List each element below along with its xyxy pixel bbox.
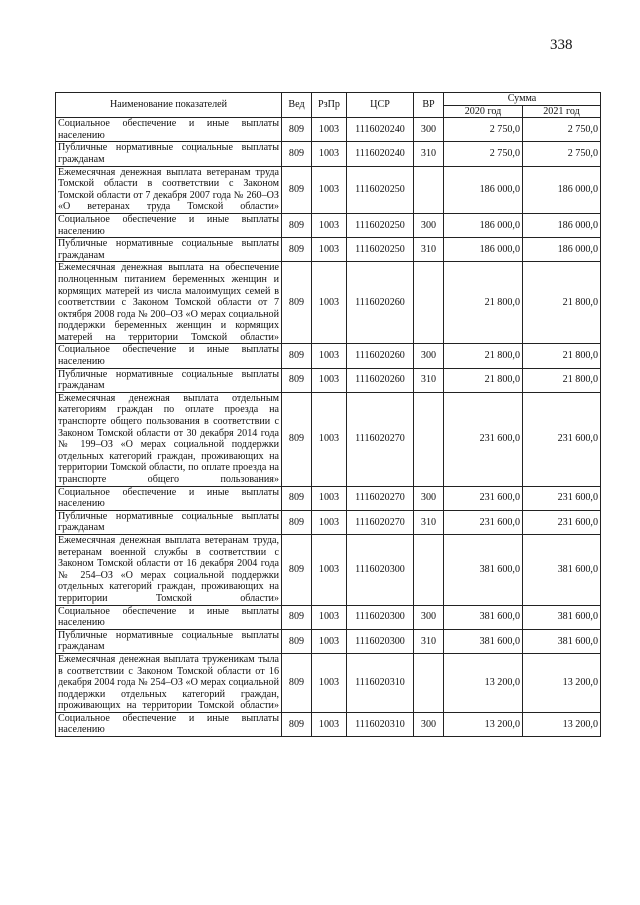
cell-vr: 310 [414,368,444,392]
cell-rzpr: 1003 [312,166,347,213]
cell-amount-2021: 21 800,0 [523,344,601,368]
cell-vr: 300 [414,712,444,736]
cell-name: Публичные нормативные социальные выплаты гражданам [56,142,282,166]
cell-amount-2021: 381 600,0 [523,629,601,653]
table-row [56,712,601,736]
cell-csr: 1116020260 [347,368,414,392]
cell-amount-2020: 21 800,0 [444,368,523,392]
cell-vr [414,653,444,712]
cell-rzpr: 1003 [312,118,347,142]
cell-vr: 310 [414,510,444,534]
cell-ved: 809 [282,344,312,368]
cell-amount-2021: 186 000,0 [523,213,601,237]
cell-amount-2020: 231 600,0 [444,486,523,510]
cell-rzpr: 1003 [312,534,347,605]
cell-amount-2021: 186 000,0 [523,166,601,213]
table-row [56,344,601,368]
cell-amount-2021: 231 600,0 [523,392,601,486]
cell-amount-2020: 186 000,0 [444,213,523,237]
table-row [56,629,601,653]
header-rzpr: РзПр [312,93,347,118]
budget-table [55,92,601,737]
cell-ved: 809 [282,118,312,142]
cell-name: Социальное обеспечение и иные выплаты населению [56,213,282,237]
table-row [56,486,601,510]
cell-vr: 300 [414,486,444,510]
cell-vr [414,262,444,344]
cell-ved: 809 [282,238,312,262]
cell-name: Ежемесячная денежная выплата отдельным категориям граждан по оплате проезда на транспорте общего пользования в соответствии с Законом Томской области от 30 декабря 2014 года № 199–ОЗ «О мерах социальной поддержки отдельных категорий граждан, проживающих на территории Томской области, по оплате проезда на транспорте общего пользования» [56,392,282,486]
cell-ved: 809 [282,629,312,653]
cell-ved: 809 [282,392,312,486]
cell-ved: 809 [282,486,312,510]
cell-vr: 300 [414,213,444,237]
table-header [56,93,601,118]
cell-vr [414,392,444,486]
cell-amount-2020: 186 000,0 [444,166,523,213]
cell-name: Публичные нормативные социальные выплаты гражданам [56,629,282,653]
page-number: 338 [550,37,573,53]
cell-rzpr: 1003 [312,605,347,629]
cell-amount-2021: 21 800,0 [523,368,601,392]
table-row [56,605,601,629]
cell-name: Ежемесячная денежная выплата ветеранам труда Томской области в соответствии с Законом Томской области от 7 декабря 2007 года № 260–ОЗ «О ветеранах труда Томской области» [56,166,282,213]
cell-vr: 300 [414,118,444,142]
cell-amount-2020: 2 750,0 [444,142,523,166]
cell-csr: 1116020300 [347,534,414,605]
cell-name: Социальное обеспечение и иные выплаты населению [56,486,282,510]
cell-csr: 1116020310 [347,653,414,712]
cell-csr: 1116020270 [347,486,414,510]
cell-ved: 809 [282,653,312,712]
cell-rzpr: 1003 [312,712,347,736]
cell-csr: 1116020260 [347,262,414,344]
cell-amount-2021: 13 200,0 [523,712,601,736]
cell-vr: 310 [414,629,444,653]
cell-rzpr: 1003 [312,486,347,510]
cell-rzpr: 1003 [312,653,347,712]
cell-csr: 1116020250 [347,238,414,262]
cell-rzpr: 1003 [312,392,347,486]
cell-rzpr: 1003 [312,142,347,166]
cell-csr: 1116020300 [347,605,414,629]
cell-ved: 809 [282,166,312,213]
cell-ved: 809 [282,262,312,344]
header-sum: Сумма [444,93,601,106]
cell-name: Публичные нормативные социальные выплаты гражданам [56,510,282,534]
header-ved: Вед [282,93,312,118]
table-row [56,392,601,486]
cell-name: Ежемесячная денежная выплата ветеранам труда, ветеранам военной службы в соответствии с Законом Томской области от 16 декабря 2004 года № 254–ОЗ «О мерах социальной поддержки отдельных категорий граждан, проживающих на территории Томской области» [56,534,282,605]
table-row [56,368,601,392]
cell-rzpr: 1003 [312,368,347,392]
cell-ved: 809 [282,605,312,629]
cell-csr: 1116020240 [347,118,414,142]
cell-amount-2020: 231 600,0 [444,510,523,534]
table-body [56,118,601,737]
cell-vr: 310 [414,142,444,166]
cell-csr: 1116020260 [347,344,414,368]
cell-amount-2021: 2 750,0 [523,142,601,166]
header-year-2021: 2021 год [523,105,601,118]
cell-csr: 1116020300 [347,629,414,653]
table-row [56,142,601,166]
cell-amount-2021: 231 600,0 [523,486,601,510]
cell-amount-2020: 2 750,0 [444,118,523,142]
cell-csr: 1116020250 [347,213,414,237]
cell-csr: 1116020270 [347,510,414,534]
cell-ved: 809 [282,213,312,237]
table-row [56,262,601,344]
table-row [56,653,601,712]
header-vr: ВР [414,93,444,118]
cell-rzpr: 1003 [312,629,347,653]
cell-rzpr: 1003 [312,213,347,237]
header-year-2020: 2020 год [444,105,523,118]
cell-ved: 809 [282,534,312,605]
cell-vr [414,166,444,213]
cell-name: Социальное обеспечение и иные выплаты населению [56,344,282,368]
cell-csr: 1116020270 [347,392,414,486]
cell-amount-2020: 21 800,0 [444,344,523,368]
cell-csr: 1116020310 [347,712,414,736]
cell-vr: 310 [414,238,444,262]
cell-rzpr: 1003 [312,238,347,262]
cell-amount-2021: 21 800,0 [523,262,601,344]
cell-name: Ежемесячная денежная выплата труженикам тыла в соответствии с Законом Томской области от 16 декабря 2004 года № 254–ОЗ «О мерах социальной поддержки отдельных категорий граждан, проживающих на территории Томской области» [56,653,282,712]
cell-amount-2020: 231 600,0 [444,392,523,486]
cell-amount-2021: 381 600,0 [523,534,601,605]
cell-rzpr: 1003 [312,510,347,534]
table-row [56,510,601,534]
header-name: Наименование показателей [56,93,282,118]
cell-amount-2021: 186 000,0 [523,238,601,262]
cell-ved: 809 [282,510,312,534]
cell-amount-2020: 381 600,0 [444,605,523,629]
table-row [56,118,601,142]
cell-amount-2021: 2 750,0 [523,118,601,142]
cell-vr: 300 [414,605,444,629]
cell-csr: 1116020240 [347,142,414,166]
cell-amount-2020: 381 600,0 [444,534,523,605]
cell-name: Ежемесячная денежная выплата на обеспечение полноценным питанием беременных женщин и кормящих матерей из числа малоимущих семей в соответствии с Законом Томской области от 7 октября 2008 года № 200–ОЗ «О мерах социальной поддержки беременных женщин и кормящих матерей на территории Томской области» [56,262,282,344]
table-row [56,238,601,262]
table-row [56,166,601,213]
cell-ved: 809 [282,142,312,166]
cell-amount-2020: 13 200,0 [444,653,523,712]
cell-name: Социальное обеспечение и иные выплаты населению [56,605,282,629]
table-row [56,213,601,237]
cell-name: Публичные нормативные социальные выплаты гражданам [56,238,282,262]
cell-rzpr: 1003 [312,262,347,344]
cell-vr: 300 [414,344,444,368]
cell-name: Социальное обеспечение и иные выплаты населению [56,712,282,736]
cell-amount-2021: 381 600,0 [523,605,601,629]
cell-amount-2021: 13 200,0 [523,653,601,712]
table-row [56,534,601,605]
cell-amount-2020: 381 600,0 [444,629,523,653]
cell-name: Публичные нормативные социальные выплаты гражданам [56,368,282,392]
cell-ved: 809 [282,368,312,392]
cell-name: Социальное обеспечение и иные выплаты населению [56,118,282,142]
cell-amount-2021: 231 600,0 [523,510,601,534]
cell-amount-2020: 13 200,0 [444,712,523,736]
header-csr: ЦСР [347,93,414,118]
cell-amount-2020: 186 000,0 [444,238,523,262]
cell-rzpr: 1003 [312,344,347,368]
cell-amount-2020: 21 800,0 [444,262,523,344]
cell-vr [414,534,444,605]
cell-ved: 809 [282,712,312,736]
cell-csr: 1116020250 [347,166,414,213]
